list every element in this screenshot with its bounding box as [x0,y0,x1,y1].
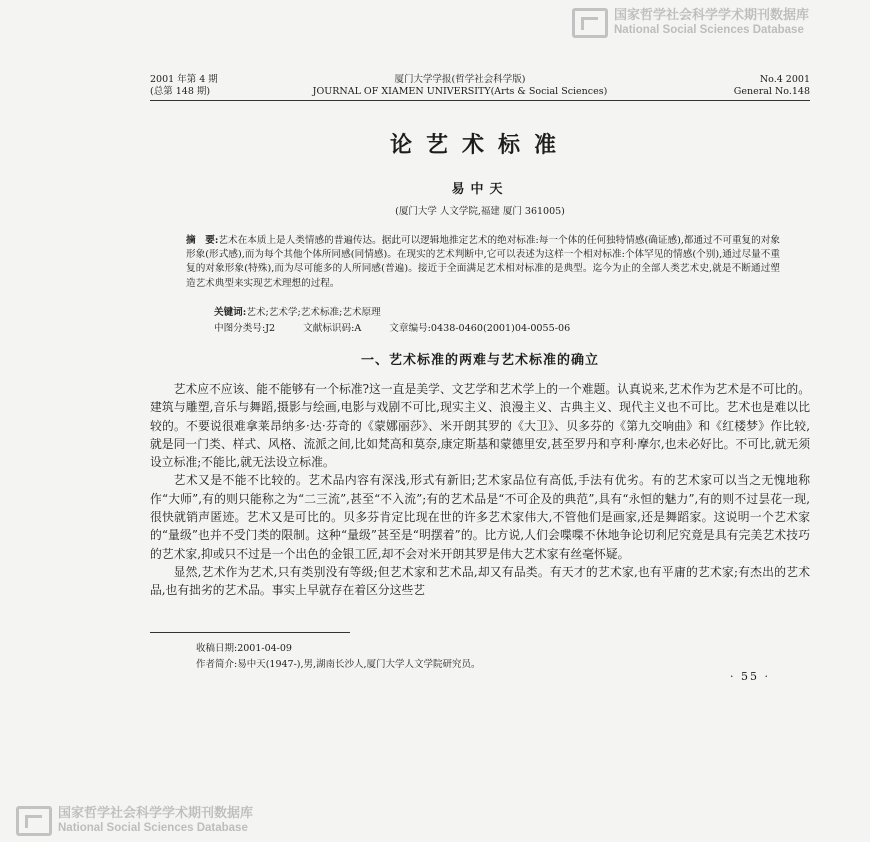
issue-number: 2001 年第 4 期 [150,74,218,85]
keywords-text: 艺术;艺术学;艺术标准;艺术原理 [246,307,381,318]
paragraph: 艺术又是不能不比较的。艺术品内容有深浅,形式有新旧;艺术家品位有高低,手法有优劣。有的艺术家可以当之无愧地称作“大师”,有的则只能称之为“二三流”,甚至“不入流”;有的艺术品是“不可企及的典范”,具有“永恒的魅力”,有的则不过昙花一现,很快就销声匿迹。艺术又是可比的。贝多芬肯定比现在世的许多艺术家伟大,不管他们是画家,还是舞蹈家。这说明一个艺术家的“量级”也并不受门类的限制。这种“量级”甚至是“明摆着”的。比方说,人们会喋喋不休地争论切利尼究竟是具有完美艺术技巧的艺术家,抑或只不过是一个出色的金银工匠,却不会对米开朗其罗是伟大艺术家有丝毫怀疑。 [150,473,810,561]
document-code: 文献标识码:A [303,323,362,334]
article-author: 易中天 [451,182,509,197]
journal-title-cn: 厦门大学学报(哲学社会科学版) [394,74,526,85]
issue-total: (总第 148 期) [150,86,211,97]
issue-info [150,74,218,98]
classification-line [214,320,598,334]
watermark-top [572,8,809,38]
footnote-rule [150,632,350,633]
database-logo-icon [572,8,608,38]
journal-title [310,74,610,98]
section-heading: 一、艺术标准的两难与艺术标准的确立 [360,353,599,368]
watermark-bottom [16,806,253,836]
keywords [214,304,381,318]
abstract-label: 摘 要: [186,235,219,246]
paragraph: 显然,艺术作为艺术,只有类别没有等级;但艺术家和艺术品,却又有品类。有天才的艺术家,也有平庸的艺术家;有杰出的艺术品,也有拙劣的艺术品。事实上早就存在着区分这些艺 [150,564,810,598]
watermark-en: National Social Sciences Database [58,822,248,834]
watermark-en: National Social Sciences Database [614,24,804,36]
page-number: · 55 · [730,670,770,683]
keywords-label: 关键词: [214,307,247,318]
header-rule [150,100,810,101]
author-affiliation: (厦门大学 人文学院,福建 厦门 361005) [395,206,565,217]
issue-info-en [734,74,810,98]
paragraph: 艺术应不应该、能不能够有一个标准?这一直是美学、文艺学和艺术学上的一个难题。认真说来,艺术作为艺术是不可比的。建筑与雕塑,音乐与舞蹈,摄影与绘画,电影与戏剧不可比,现实主义、浪漫主义、古典主义、现代主义也不可比。艺术也是难以比较的。不要说很难拿莱昂纳多·达·芬奇的《蒙娜丽莎》、米开朗其罗的《大卫》、贝多芬的《第九交响曲》和《红楼梦》作比较,就是同一门类、样式、风格、流派之间,比如梵高和莫奈,康定斯基和蒙德里安,甚至罗丹和亨利·摩尔,也未必好比。不可比,就无须设立标准;不能比,就无法设立标准。 [150,382,810,470]
received-date: 收稿日期:2001-04-09 [196,643,292,654]
journal-title-en: JOURNAL OF XIAMEN UNIVERSITY(Arts & Social Sciences) [312,86,608,97]
author-bio: 作者简介:易中天(1947-),男,湖南长沙人,厦门大学人文学院研究员。 [196,659,481,670]
abstract-text: 艺术在本质上是人类情感的普遍传达。据此可以逻辑地推定艺术的绝对标准:每一个体的任何独特情感(确证感),都通过不可重复的对象形象(形式感),而为每个其他个体所同感(同情感)。在现实的艺术判断中,它可以表述为这样一个相对标准:个体罕见的情感(个别),通过尽量不重复的对象形象(特殊),而为尽可能多的人所同感(普遍)。接近于全面满足艺术相对标准的是典型。迄今为止的全部人类艺术史,就是不断通过塑造艺术典型来实现艺术理想的过程。 [186,235,780,289]
article-body [150,380,810,600]
footnotes [196,641,481,673]
watermark-cn: 国家哲学社会科学学术期刊数据库 [58,806,254,821]
clc-number: 中图分类号:J2 [214,323,276,334]
database-logo-icon [16,806,52,836]
article-title: 论艺术标准 [389,133,570,158]
issue-number-en: No.4 2001 [759,74,810,85]
abstract [186,234,780,291]
article-number: 文章编号:0438-0460(2001)04-0055-06 [389,323,571,334]
issue-general-en: General No.148 [733,86,810,97]
watermark-cn: 国家哲学社会科学学术期刊数据库 [614,8,810,23]
